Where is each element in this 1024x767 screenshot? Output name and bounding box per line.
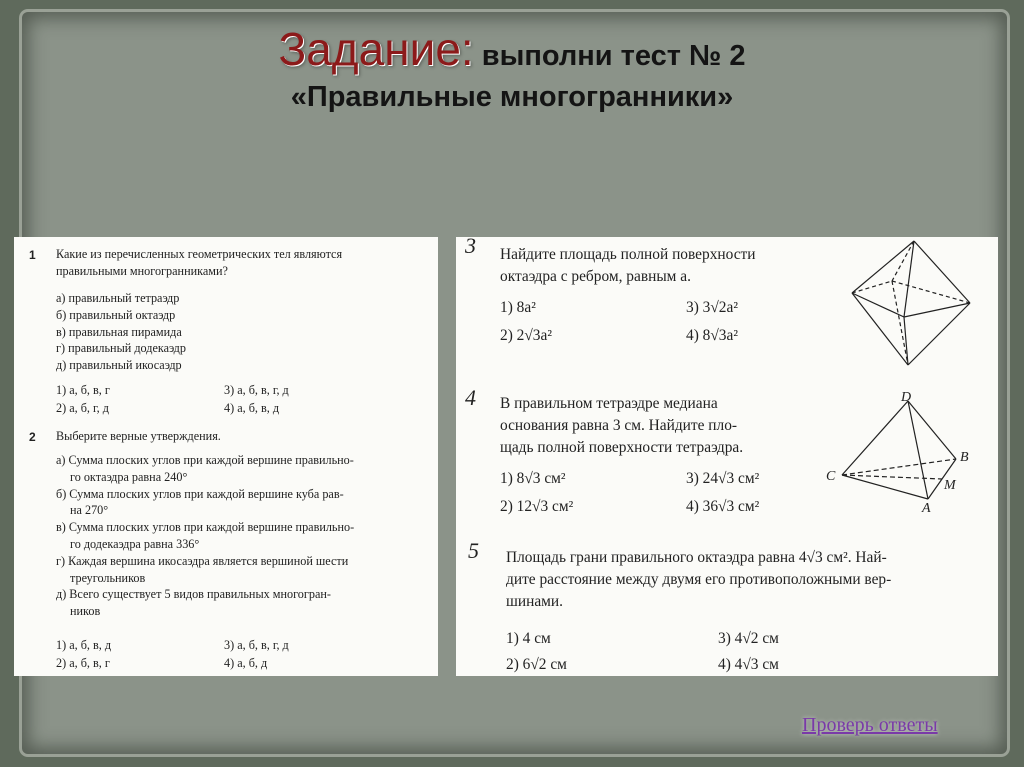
statement-line: д) Всего существует 5 видов правильных многогран- <box>56 587 331 602</box>
question-text <box>500 244 756 288</box>
left-scan <box>14 237 438 676</box>
answer: 1) 8√3 см² <box>500 470 566 487</box>
statement-line: го октаэдра равна 240° <box>70 469 188 484</box>
statement-line: а) Сумма плоских углов при каждой вершине правильно- <box>56 453 354 467</box>
question-number: 3 <box>465 233 476 258</box>
text-line: щадь полной поверхности тетраэдра. <box>500 439 744 456</box>
octahedron-figure <box>852 241 982 371</box>
answer: 2) 2√3a² <box>500 327 552 344</box>
option: г) правильный додекаэдр <box>56 341 186 356</box>
answer: 2) 12√3 см² <box>500 498 574 515</box>
option: б) правильный октаэдр <box>56 307 176 322</box>
answer: 3) 4√2 см <box>718 630 779 647</box>
question-1 <box>14 237 438 676</box>
answer: 4) 8√3a² <box>686 327 738 344</box>
option: в) правильная пирамида <box>56 324 182 339</box>
option: а) правильный тетраэдр <box>56 291 180 305</box>
statement-line: ников <box>70 604 101 619</box>
answer: 3) 3√2a² <box>686 299 738 316</box>
title-line2: «Правильные многогранники» <box>290 81 734 114</box>
answer: 4) 36√3 см² <box>686 498 760 515</box>
statement-line: на 270° <box>70 503 109 518</box>
answer: 2) а, б, г, д <box>56 401 109 415</box>
right-scan <box>456 233 998 676</box>
answer: 3) 24√3 см² <box>686 470 760 487</box>
statement-line: в) Сумма плоских углов при каждой вершине правильно- <box>56 520 355 535</box>
text-line: дите расстояние между двумя его противоположными вер- <box>506 571 892 588</box>
answer: 1) 4 см <box>506 630 551 647</box>
check-answers-link[interactable]: Проверь ответы <box>802 714 938 736</box>
text-line: Найдите площадь полной поверхности <box>500 246 756 263</box>
options-list <box>56 290 186 374</box>
text-line: октаэдра с ребром, равным a. <box>500 268 691 285</box>
answer: 4) 4√3 см <box>718 656 779 673</box>
question-number: 5 <box>468 538 479 563</box>
answer: 3) а, б, в, г, д <box>224 638 289 652</box>
question-text: Выберите верные утверждения. <box>56 429 221 443</box>
statements-list <box>56 452 434 620</box>
text-line: В правильном тетраэдре медиана <box>500 395 718 412</box>
answer: 1) а, б, в, д <box>56 638 112 652</box>
answer: 3) а, б, в, г, д <box>224 383 289 397</box>
question-number: 4 <box>465 385 476 410</box>
statement-line: г) Каждая вершина икосаэдра является вершиной шести <box>56 553 349 568</box>
statement-line: б) Сумма плоских углов при каждой вершине куба рав- <box>56 486 344 501</box>
text-line: основания равна 3 см. Найдите пло- <box>500 417 738 434</box>
text-line: Площадь грани правильного октаэдра равна 4√3 см². Най- <box>506 549 887 566</box>
answer: 2) а, б, в, г <box>56 656 110 670</box>
question-text <box>56 246 431 280</box>
slide-title <box>0 22 1024 114</box>
statement-line: треугольников <box>70 570 146 585</box>
question-text <box>500 393 743 459</box>
answer: 2) 6√2 см <box>506 656 567 673</box>
question-number: 1 <box>29 248 36 262</box>
vertex-label-A: A <box>922 501 931 516</box>
vertex-label-C: C <box>826 469 836 484</box>
vertex-label-M: M <box>944 478 956 493</box>
answer: 1) а, б, в, г <box>56 383 110 397</box>
vertex-label-D: D <box>901 390 912 405</box>
question-3 <box>456 233 998 676</box>
title-rest: выполни тест № 2 <box>473 40 746 72</box>
answer: 4) а, б, д <box>224 656 268 670</box>
text-line: правильными многогранниками? <box>56 263 228 278</box>
text-line: шинами. <box>506 593 563 610</box>
vertex-label-B: B <box>960 450 969 465</box>
text-line: Какие из перечисленных геометрических тел являются <box>56 247 343 261</box>
question-text <box>506 547 986 613</box>
statement-line: го додекаэдра равна 336° <box>70 536 200 551</box>
question-number: 2 <box>29 430 36 444</box>
title-word: Задание: <box>278 23 474 75</box>
option: д) правильный икосаэдр <box>56 358 182 373</box>
answer: 1) 8a² <box>500 299 536 316</box>
answer: 4) а, б, в, д <box>224 401 280 415</box>
